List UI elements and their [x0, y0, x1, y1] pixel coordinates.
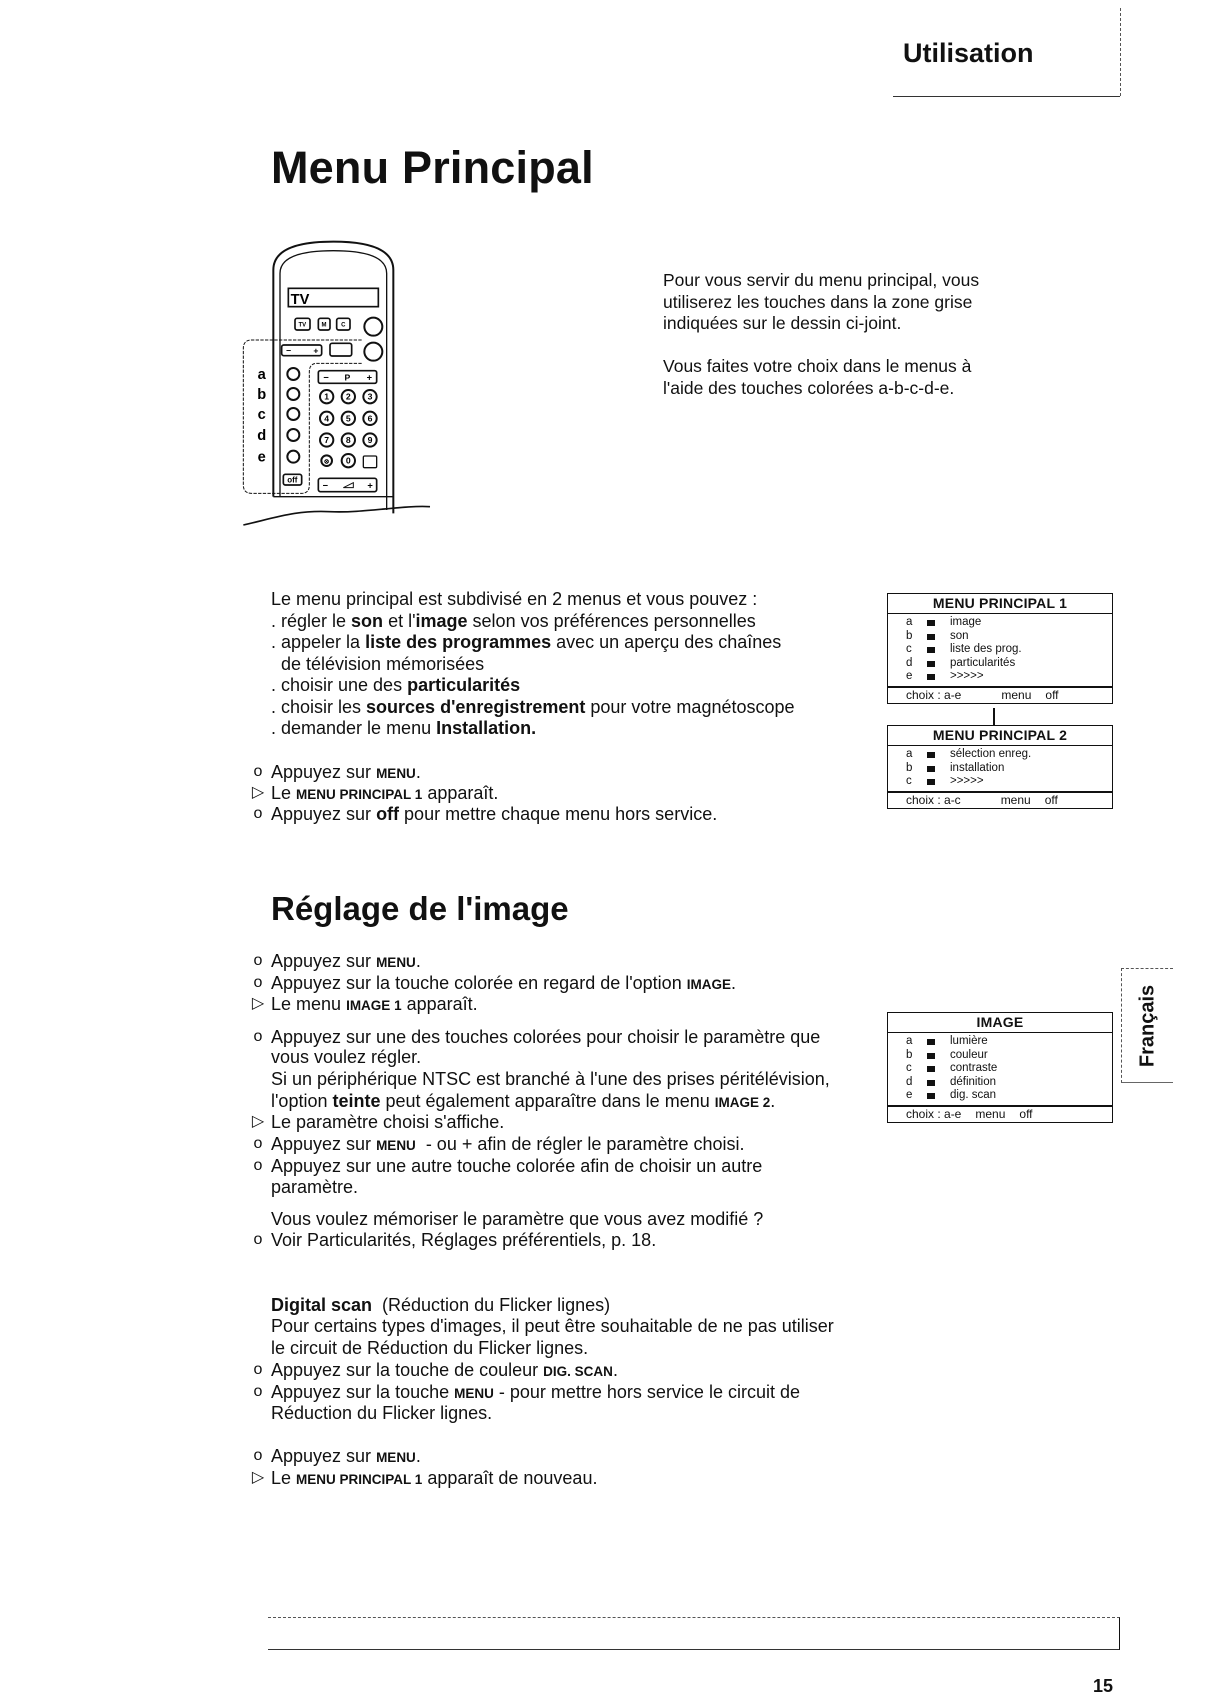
remote-digit: ⊗: [323, 458, 330, 466]
step-bullet-icon: o: [253, 1447, 263, 1464]
text-segment: . régler le: [271, 611, 352, 631]
remote-key-a: a: [257, 367, 266, 383]
step-bullet-icon: o: [253, 1383, 263, 1400]
text-segment: paramètre.: [271, 1177, 359, 1197]
intro-line: utiliserez les touches dans la zone grise: [663, 292, 973, 312]
menu-option: [888, 1049, 1112, 1063]
text-line: [271, 1068, 830, 1090]
text-segment: Appuyez sur la touche de couleur: [271, 1360, 544, 1380]
text-segment: Appuyez sur la touche: [271, 1382, 455, 1402]
remote-key-c: c: [257, 407, 266, 423]
text-line: [271, 1046, 421, 1068]
text-segment: Le paramètre choisi s'affiche.: [271, 1112, 505, 1132]
text-segment: - pour mettre hors service le circuit de: [493, 1382, 800, 1402]
text-segment: apparaît.: [401, 994, 478, 1014]
color-key-square-icon: [927, 1053, 935, 1059]
text-line: [271, 1359, 618, 1383]
color-key-square-icon: [927, 647, 935, 653]
bold-term: teinte: [332, 1091, 381, 1111]
remote-digit: 7: [324, 435, 330, 445]
text-segment: Le: [271, 1468, 297, 1488]
text-segment: pour votre magnétoscope: [585, 697, 795, 717]
key-name: MENU: [376, 955, 416, 970]
result-arrow-icon: ▷: [251, 995, 265, 1012]
wavy-line: [243, 506, 430, 525]
text-line: [271, 1337, 588, 1359]
intro-line: Pour vous servir du menu principal, vous: [663, 270, 980, 290]
text-segment: - ou + afin de régler le paramètre choisi.: [415, 1134, 745, 1154]
option-key: a: [906, 1035, 913, 1047]
remote-key-e: e: [257, 449, 266, 466]
remote-digit: 4: [324, 413, 330, 424]
text-segment: .: [415, 951, 421, 971]
menu-title: MENU PRINCIPAL 2: [888, 726, 1112, 746]
footer-hint: choix : a-e: [906, 687, 962, 702]
menu-option: [888, 630, 1112, 644]
menu-option: [888, 748, 1112, 762]
page-title: Menu Principal: [271, 142, 594, 193]
remote-off-button: off: [287, 475, 298, 485]
text-line: [271, 1026, 820, 1048]
remote-digit: 9: [367, 435, 373, 445]
text-segment: . choisir une des: [271, 675, 408, 695]
text-line: [271, 1155, 762, 1177]
menu-connector: [993, 708, 995, 726]
intro-line: Vous faites votre choix dans le menus à: [663, 356, 972, 376]
remote-body: [273, 242, 393, 514]
option-label: lumière: [950, 1035, 988, 1047]
menu-option: [888, 643, 1112, 657]
text-segment: Réduction du Flicker lignes.: [271, 1403, 493, 1423]
footer-hint: off: [1045, 687, 1059, 702]
text-segment: Appuyez sur: [271, 1134, 377, 1154]
step-bullet-icon: o: [253, 763, 263, 780]
option-label: contraste: [950, 1062, 998, 1074]
option-key: e: [906, 670, 913, 682]
option-label: couleur: [950, 1048, 988, 1061]
text-line: [271, 1208, 763, 1230]
footer-hint: menu: [1001, 687, 1032, 702]
text-segment: .: [612, 1360, 618, 1380]
text-segment: . choisir les: [271, 697, 367, 717]
footer-hint: off: [1019, 1106, 1033, 1121]
step-bullet-icon: o: [253, 1157, 263, 1174]
menu-option: [888, 670, 1112, 684]
bold-term: son: [351, 611, 384, 631]
key-name: IMAGE: [686, 977, 731, 992]
menu-option: [888, 1035, 1112, 1049]
language-tab-label: Français: [1136, 984, 1158, 1067]
step-bullet-icon: o: [253, 805, 263, 822]
footer-hint: choix : a-e: [906, 1106, 962, 1121]
footer-hint: menu: [1000, 792, 1031, 807]
option-key: b: [906, 1048, 913, 1061]
result-arrow-icon: ▷: [251, 784, 265, 801]
text-segment: Vous voulez mémoriser le paramètre que vous avez modifié ?: [271, 1209, 764, 1229]
menu-footer: [888, 686, 1112, 703]
text-line: [271, 1294, 610, 1316]
step-bullet-icon: o: [253, 952, 263, 969]
bold-term: Digital scan: [271, 1295, 373, 1315]
footer-hint: menu: [975, 1106, 1006, 1121]
section-title-image: Réglage de l'image: [271, 890, 569, 927]
text-line: [271, 674, 520, 696]
text-segment: Appuyez sur: [271, 804, 377, 824]
color-key-square-icon: [927, 1080, 935, 1086]
svg-text:−: −: [286, 345, 292, 356]
key-name: MENU PRINCIPAL 1: [296, 787, 423, 802]
option-label: installation: [950, 761, 1005, 774]
text-segment: l'option: [271, 1091, 333, 1111]
footer-hint: off: [1044, 792, 1058, 807]
option-label: définition: [950, 1075, 997, 1088]
text-line: [271, 1229, 656, 1251]
bold-term: liste des programmes: [365, 632, 552, 652]
text-segment: .: [415, 1446, 421, 1466]
text-line: [271, 1315, 834, 1337]
page-number: 15: [1093, 1676, 1114, 1696]
image-menu-box: [887, 1012, 1113, 1123]
text-line: [271, 717, 536, 739]
key-name: DIG. SCAN: [543, 1364, 613, 1379]
remote-digit: 3: [367, 391, 373, 402]
color-key-square-icon: [927, 1066, 935, 1072]
option-key: b: [906, 629, 913, 642]
remote-digit: 2: [345, 391, 351, 402]
color-key-square-icon: [927, 779, 935, 785]
text-segment: Voir Particularités, Réglages préférentiels, p. 18.: [271, 1230, 657, 1250]
text-segment: le circuit de Réduction du Flicker lignes.: [271, 1338, 589, 1358]
text-segment: apparaît.: [422, 783, 499, 803]
text-segment: .: [770, 1091, 776, 1111]
option-key: d: [906, 656, 913, 669]
text-segment: . demander le menu: [271, 718, 437, 738]
text-segment: Appuyez sur une des touches colorées pour choisir le paramètre que: [271, 1027, 821, 1047]
option-key: e: [906, 1089, 913, 1101]
text-line: [271, 1445, 421, 1469]
key-name: IMAGE 1: [346, 998, 402, 1013]
key-name: MENU PRINCIPAL 1: [296, 1472, 423, 1487]
option-key: b: [906, 761, 913, 774]
step-bullet-icon: o: [253, 1231, 263, 1248]
footer-hint: choix : a-c: [906, 792, 961, 807]
remote-m-button: M: [321, 322, 327, 329]
text-line: [271, 1111, 504, 1133]
key-name: MENU: [454, 1386, 494, 1401]
svg-text:+: +: [313, 345, 319, 356]
menu-principal-1-box: [887, 593, 1113, 704]
text-segment: apparaît de nouveau.: [422, 1468, 598, 1488]
menu-footer: [888, 1105, 1112, 1122]
color-key-square-icon: [927, 634, 935, 640]
svg-text:+: +: [367, 480, 373, 491]
option-label: liste des prog.: [950, 643, 1022, 655]
text-line: [271, 1176, 358, 1198]
text-line: [271, 1133, 744, 1157]
option-key: c: [906, 1062, 912, 1074]
footer-frame: [268, 1617, 1120, 1650]
bold-term: sources d'enregistrement: [366, 697, 586, 717]
menu-footer: [888, 791, 1112, 808]
bold-term: Installation.: [436, 718, 537, 738]
text-segment: .: [730, 973, 736, 993]
remote-control-illustration: [230, 230, 450, 530]
text-segment: (Réduction du Flicker lignes): [372, 1295, 611, 1315]
text-segment: pour mettre chaque menu hors service.: [399, 804, 718, 824]
text-segment: Appuyez sur: [271, 762, 377, 782]
text-segment: et l': [383, 611, 416, 631]
remote-digit: 8: [345, 435, 351, 445]
section-label: Utilisation: [903, 38, 1034, 68]
menu-option: [888, 1089, 1112, 1103]
option-label: >>>>>: [950, 670, 984, 682]
option-key: a: [906, 616, 913, 628]
key-name: MENU: [376, 766, 416, 781]
remote-digit: 6: [367, 413, 373, 424]
text-segment: Appuyez sur: [271, 1446, 377, 1466]
text-line: [271, 653, 484, 675]
remote-prog-minus: −: [323, 372, 329, 383]
remote-digit: 1: [324, 391, 330, 402]
menu-principal-2-box: [887, 725, 1113, 809]
text-segment: peut également apparaître dans le menu: [380, 1091, 715, 1111]
svg-text:−: −: [322, 480, 329, 491]
option-key: d: [906, 1075, 913, 1088]
menu-option: [888, 1062, 1112, 1076]
step-bullet-icon: o: [253, 1135, 263, 1152]
bold-term: off: [376, 804, 400, 824]
text-segment: Le menu principal est subdivisé en 2 menus et vous pouvez :: [271, 589, 758, 609]
menu-option: [888, 762, 1112, 776]
result-arrow-icon: ▷: [251, 1469, 265, 1486]
menu-title: IMAGE: [888, 1013, 1112, 1033]
remote-digit: 5: [345, 413, 351, 424]
option-label: son: [950, 629, 969, 642]
text-line: [271, 950, 421, 974]
header-vertical-rule: [1120, 8, 1121, 96]
text-segment: vous voulez régler.: [271, 1047, 422, 1067]
language-tab: [1121, 968, 1173, 1083]
text-segment: . appeler la: [271, 632, 366, 652]
text-line: [271, 610, 756, 632]
key-name: MENU: [376, 1450, 416, 1465]
text-segment: selon vos préférences personnelles: [467, 611, 756, 631]
menu-option: [888, 1076, 1112, 1090]
intro-line: l'aide des touches colorées a-b-c-d-e.: [663, 378, 955, 398]
color-key-square-icon: [927, 752, 935, 758]
remote-display-text: TV: [290, 292, 310, 308]
intro-line: indiquées sur le dessin ci-joint.: [663, 313, 902, 333]
remote-digit: 0: [345, 455, 351, 466]
color-key-square-icon: [927, 1039, 935, 1045]
color-key-square-icon: [927, 620, 935, 626]
text-line: [271, 1402, 492, 1424]
step-bullet-icon: o: [253, 974, 263, 991]
option-label: particularités: [950, 656, 1016, 669]
remote-tv-button: TV: [298, 322, 307, 329]
text-segment: .: [415, 762, 421, 782]
menu-title: MENU PRINCIPAL 1: [888, 594, 1112, 614]
text-line: [271, 803, 717, 825]
text-line: [271, 1467, 597, 1491]
option-key: c: [906, 775, 912, 787]
text-segment: Appuyez sur la touche colorée en regard de l'option: [271, 973, 687, 993]
option-label: image: [950, 616, 982, 628]
text-segment: Si un périphérique NTSC est branché à l'une des prises péritélévision,: [271, 1069, 830, 1089]
option-key: a: [906, 748, 913, 760]
menu-option: [888, 657, 1112, 671]
menu-option: [888, 616, 1112, 630]
text-segment: Appuyez sur: [271, 951, 377, 971]
option-label: >>>>>: [950, 775, 984, 787]
text-line: [271, 631, 781, 653]
remote-prog-label: P: [344, 372, 351, 383]
text-line: [271, 588, 757, 610]
remote-key-b: b: [257, 387, 267, 403]
text-line: [271, 993, 478, 1017]
header-rule: [893, 96, 1120, 97]
text-segment: Appuyez sur une autre touche colorée afin de choisir un autre: [271, 1156, 763, 1176]
step-bullet-icon: o: [253, 1361, 263, 1378]
color-key-square-icon: [927, 766, 935, 772]
key-name: MENU: [376, 1138, 416, 1153]
option-label: dig. scan: [950, 1089, 997, 1101]
text-line: [271, 696, 795, 718]
key-name: IMAGE 2: [714, 1095, 771, 1110]
remote-c-button: C: [341, 322, 346, 329]
text-segment: avec un aperçu des chaînes: [551, 632, 782, 652]
option-key: c: [906, 643, 912, 655]
result-arrow-icon: ▷: [251, 1113, 265, 1130]
color-key-square-icon: [927, 1093, 935, 1099]
bold-term: particularités: [407, 675, 521, 695]
color-key-square-icon: [927, 661, 935, 667]
remote-prog-plus: +: [366, 372, 373, 383]
text-segment: Le menu: [271, 994, 347, 1014]
bold-term: image: [415, 611, 468, 631]
option-label: sélection enreg.: [950, 748, 1032, 760]
text-segment: Le: [271, 783, 297, 803]
step-bullet-icon: o: [253, 1028, 263, 1045]
text-segment: Pour certains types d'images, il peut être souhaitable de ne pas utiliser: [271, 1316, 834, 1336]
menu-option: [888, 775, 1112, 789]
text-segment: de télévision mémorisées: [271, 654, 485, 674]
color-key-square-icon: [927, 674, 935, 680]
remote-key-d: d: [257, 428, 267, 444]
